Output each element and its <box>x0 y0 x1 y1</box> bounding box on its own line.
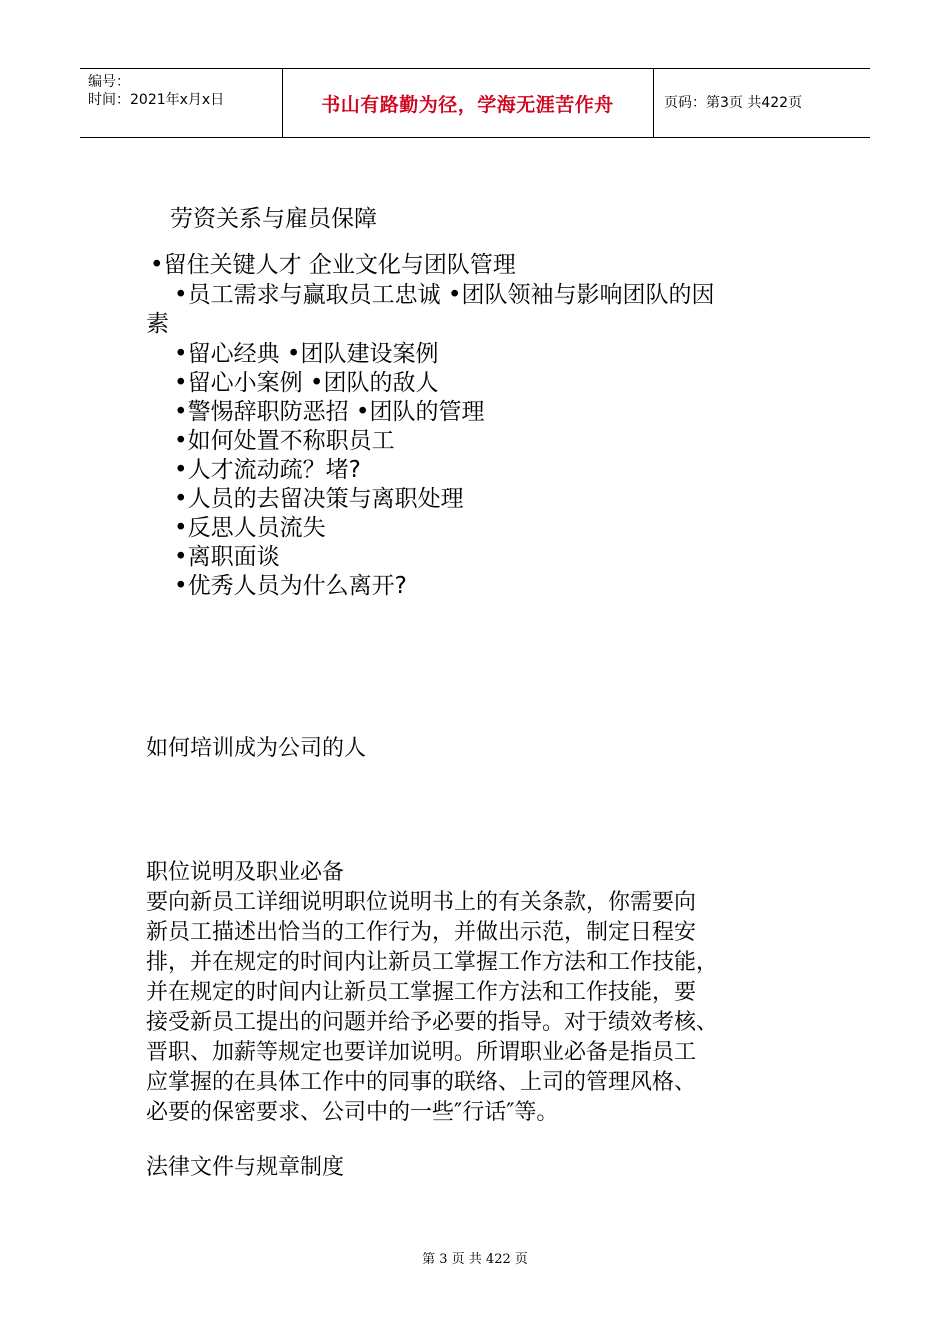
paragraph-line: 必要的保密要求、公司中的一些″行话″等。 <box>146 1100 559 1125</box>
outline-item: •留心经典 •团队建设案例 <box>174 341 439 367</box>
header-slogan-cell <box>282 69 654 137</box>
paragraph-line: 接受新员工提出的问题并给予必要的指导。对于绩效考核、 <box>146 1010 719 1035</box>
slogan: 书山有路勤为径，学海无涯苦作舟 <box>321 93 614 116</box>
page-header <box>80 68 870 138</box>
paragraph-line: 排，并在规定的时间内让新员工掌握工作方法和工作技能， <box>146 950 719 975</box>
paragraph-line: 并在规定的时间内让新员工掌握工作方法和工作技能，要 <box>146 980 697 1005</box>
paragraph-line: 晋职、加薪等规定也要详加说明。所谓职业必备是指员工 <box>146 1040 697 1065</box>
header-meta-cell <box>80 69 283 137</box>
outline-item: •警惕辞职防恶招 •团队的管理 <box>174 399 485 425</box>
outline-item: •留心小案例 •团队的敌人 <box>174 370 439 396</box>
outline-item: •优秀人员为什么离开? <box>174 573 407 599</box>
section-heading-law: 法律文件与规章制度 <box>146 1155 345 1180</box>
outline-item: •如何处置不称职员工 <box>174 428 395 454</box>
code-label: 编号： <box>88 74 130 90</box>
outline-item: •人员的去留决策与离职处理 <box>174 486 464 512</box>
section-heading-training: 如何培训成为公司的人 <box>146 736 367 761</box>
outline-item: •员工需求与赢取员工忠诚 •团队领袖与影响团队的因 <box>174 282 715 308</box>
section-heading-job: 职位说明及职业必备 <box>146 860 345 885</box>
outline-item: 素 <box>146 311 169 337</box>
page-footer: 第 3 页 共 422 页 <box>422 1252 528 1267</box>
page-info: 页码：第3页 共422页 <box>664 95 803 111</box>
outline-item: •反思人员流失 <box>174 515 326 541</box>
header-page-cell <box>654 69 870 137</box>
paragraph-line: 要向新员工详细说明职位说明书上的有关条款，你需要向 <box>146 890 697 915</box>
outline-title: 劳资关系与雇员保障 <box>170 206 377 232</box>
outline-item: •离职面谈 <box>174 544 280 570</box>
time-label: 时间：2021年x月x日 <box>88 92 225 108</box>
paragraph-line: 新员工描述出恰当的工作行为，并做出示范，制定日程安 <box>146 920 697 945</box>
paragraph-line: 应掌握的在具体工作中的同事的联络、上司的管理风格、 <box>146 1070 697 1095</box>
outline-item: •留住关键人才 企业文化与团队管理 <box>150 252 516 278</box>
outline-item: •人才流动疏？堵? <box>174 457 361 483</box>
